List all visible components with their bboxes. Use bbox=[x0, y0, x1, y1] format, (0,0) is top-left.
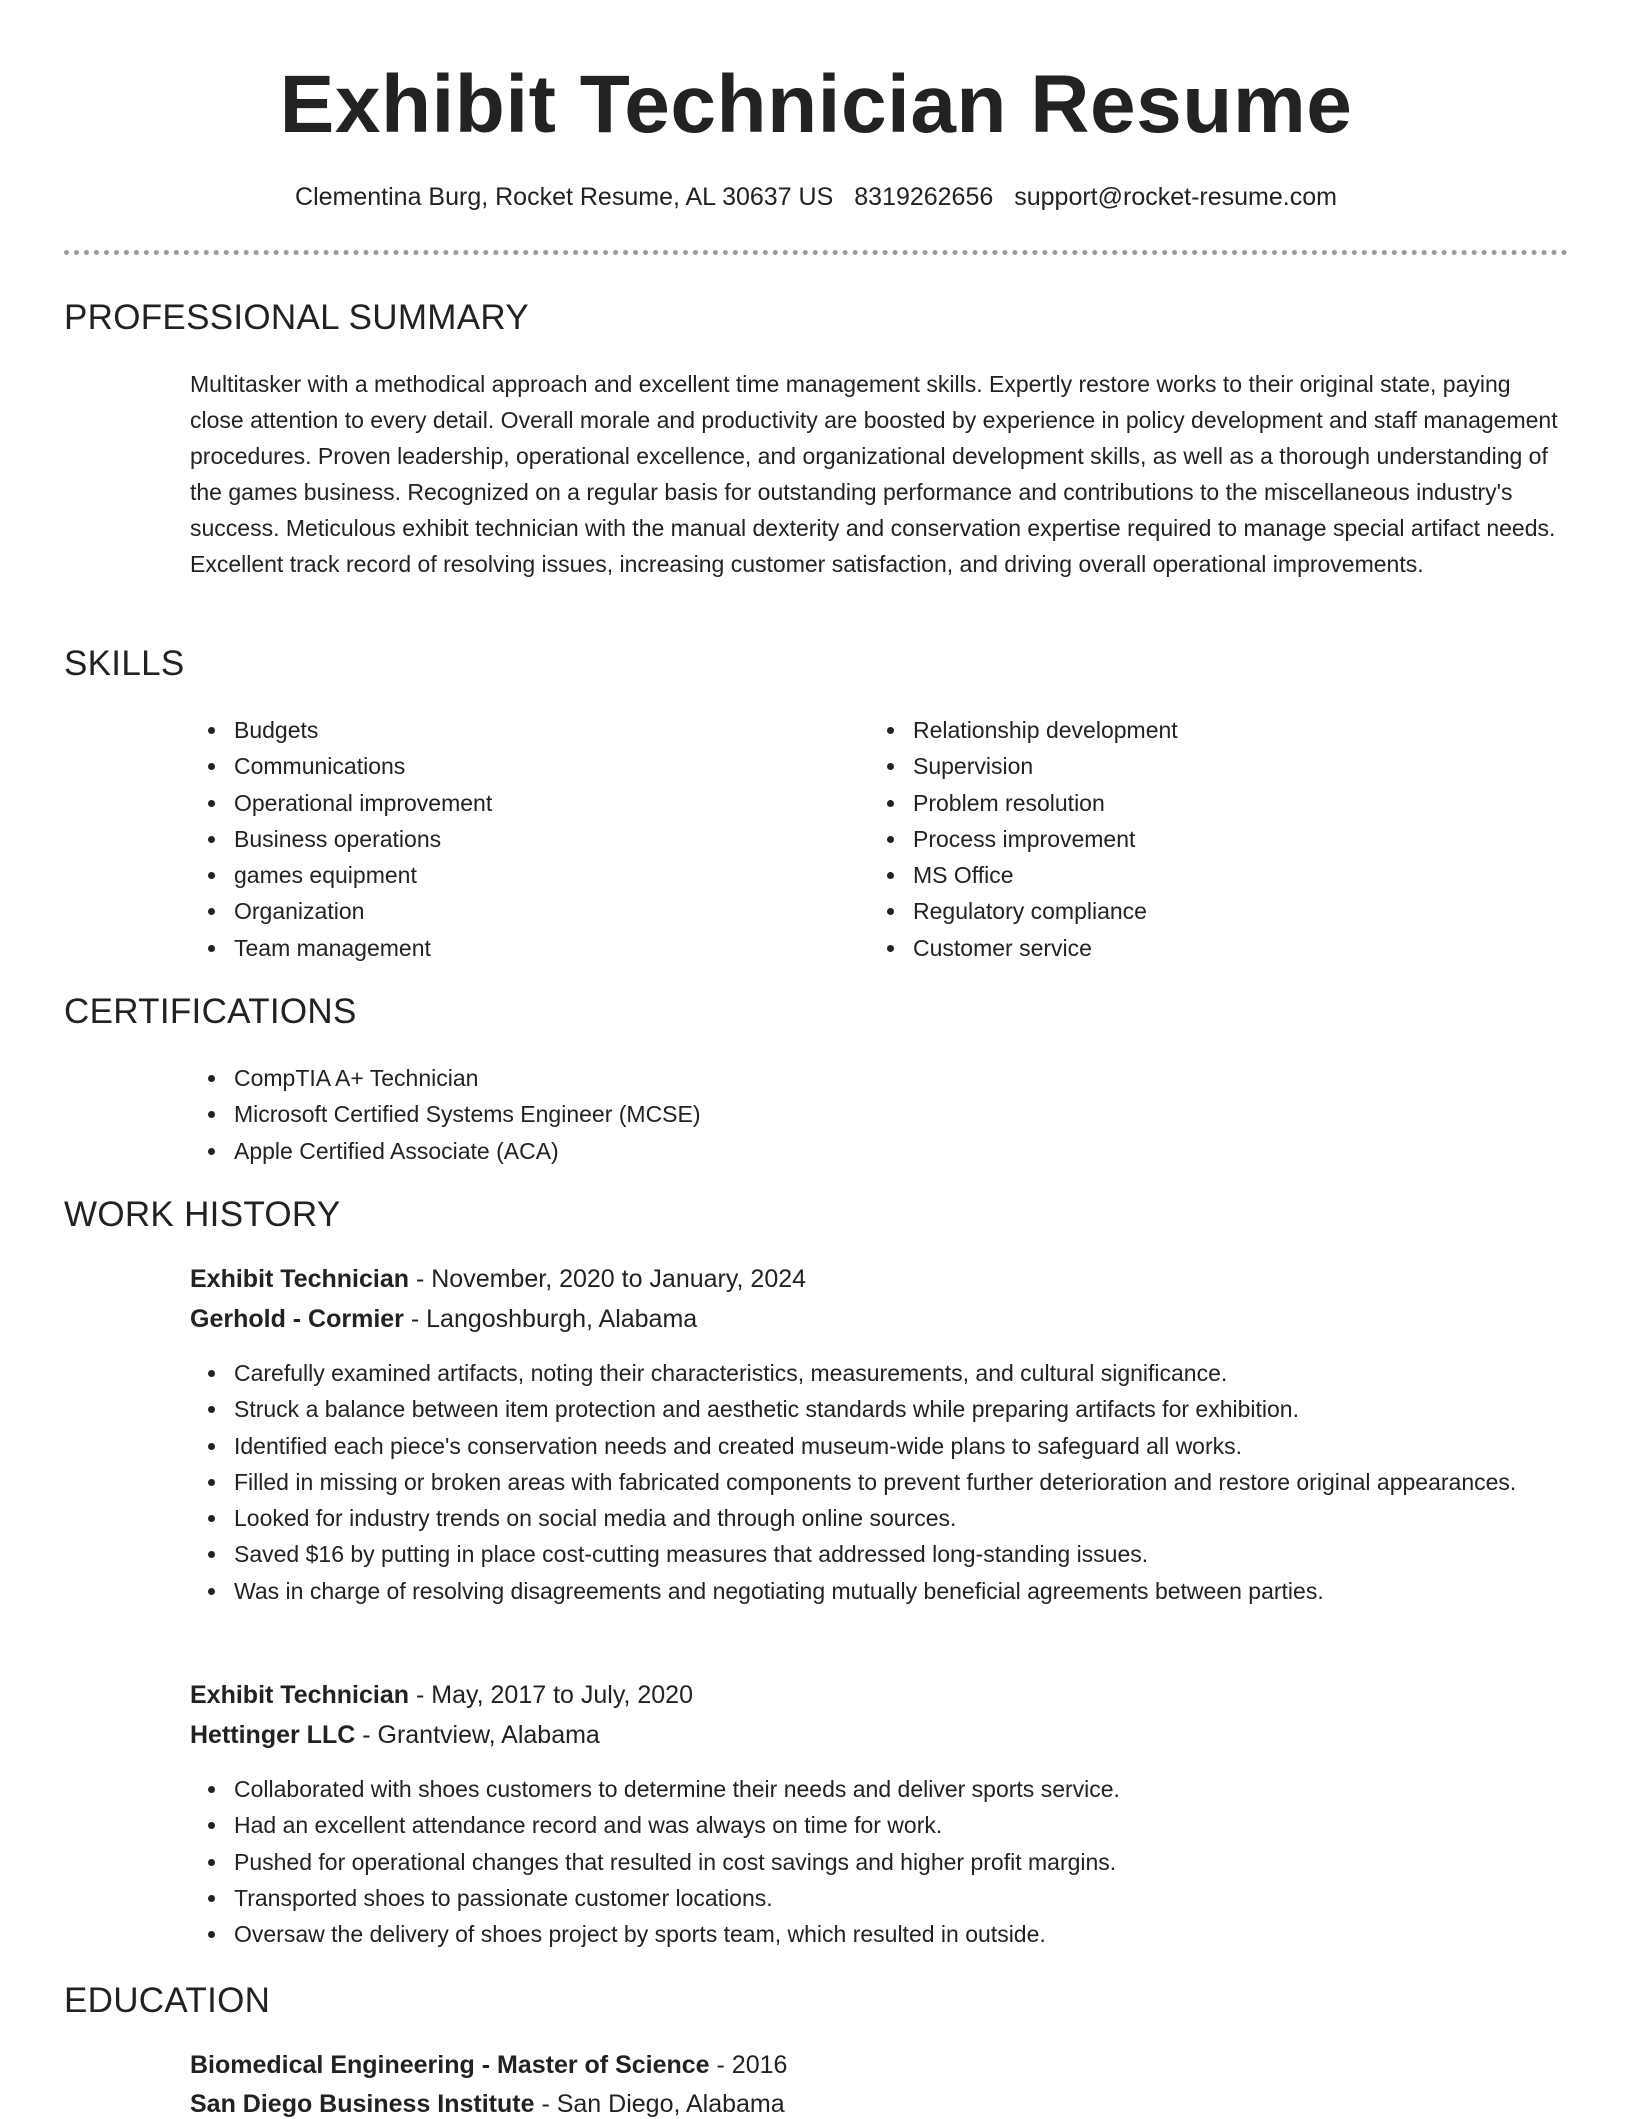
job-bullets bbox=[190, 1355, 1554, 1609]
contact-line bbox=[0, 183, 1632, 212]
education-school-line bbox=[190, 2090, 785, 2119]
header-divider bbox=[64, 250, 1568, 255]
skills-heading: SKILLS bbox=[64, 644, 185, 683]
job-bullets bbox=[190, 1771, 1554, 1952]
summary-text: Multitasker with a methodical approach and excellent time management skills. Expertly restore works to their original state, paying close attention to every detail. Overall morale and productivity are boosted by experience in policy development and staff management procedures. Proven leadership, operational excellence, and organizational development skills, as well as a thorough understanding of the games business. Recognized on a regular basis for outstanding performance and contributions to the miscellaneous industry's success. Meticulous exhibit technician with the manual dexterity and conservation expertise required to manage special artifact needs. Excellent track record of resolving issues, increasing customer satisfaction, and driving overall operational improvements. bbox=[190, 371, 1558, 577]
job-title-line bbox=[190, 1681, 693, 1710]
list-item: Transported shoes to passionate customer locations. bbox=[234, 1880, 1554, 1916]
list-item: Filled in missing or broken areas with fabricated components to prevent further deterioration and restore original appearances. bbox=[234, 1464, 1554, 1500]
list-item: Identified each piece's conservation needs and created museum-wide plans to safeguard all works. bbox=[234, 1428, 1554, 1464]
list-item: Oversaw the delivery of shoes project by sports team, which resulted in outside. bbox=[234, 1916, 1554, 1952]
list-item: games equipment bbox=[234, 857, 874, 893]
list-item: Organization bbox=[234, 893, 874, 929]
contact-address: Clementina Burg, Rocket Resume, AL 30637 US bbox=[295, 183, 834, 211]
resume-title: Exhibit Technician Resume bbox=[279, 59, 1353, 150]
job-company: Hettinger LLC bbox=[190, 1721, 356, 1749]
list-item: Had an excellent attendance record and was always on time for work. bbox=[234, 1807, 1554, 1843]
list-item: Supervision bbox=[913, 748, 1553, 784]
education-degree-line bbox=[190, 2051, 787, 2080]
list-item: Business operations bbox=[234, 821, 874, 857]
list-item: MS Office bbox=[913, 857, 1553, 893]
education-location: - San Diego, Alabama bbox=[534, 2090, 785, 2118]
list-item: Pushed for operational changes that resulted in cost savings and higher profit margins. bbox=[234, 1844, 1554, 1880]
education-school: San Diego Business Institute bbox=[190, 2090, 535, 2118]
contact-email: support@rocket-resume.com bbox=[1014, 183, 1337, 211]
job-title-line bbox=[190, 1265, 806, 1294]
skills-list-right bbox=[869, 712, 1553, 966]
certifications-list bbox=[190, 1060, 1614, 1169]
list-item: Operational improvement bbox=[234, 785, 874, 821]
list-item: Team management bbox=[234, 930, 874, 966]
list-item: Microsoft Certified Systems Engineer (MCSE) bbox=[234, 1096, 1614, 1132]
list-item: Apple Certified Associate (ACA) bbox=[234, 1133, 1614, 1169]
list-item: Saved $16 by putting in place cost-cutting measures that addressed long-standing issues. bbox=[234, 1536, 1554, 1572]
education-heading: EDUCATION bbox=[64, 1981, 271, 2020]
work-history-heading: WORK HISTORY bbox=[64, 1195, 341, 1234]
list-item: CompTIA A+ Technician bbox=[234, 1060, 1614, 1096]
job-location: - Langoshburgh, Alabama bbox=[403, 1305, 698, 1333]
job-title: Exhibit Technician bbox=[190, 1265, 410, 1293]
list-item: Process improvement bbox=[913, 821, 1553, 857]
job-company-line bbox=[190, 1721, 600, 1750]
list-item: Communications bbox=[234, 748, 874, 784]
job-company-line bbox=[190, 1305, 697, 1334]
education-degree: Biomedical Engineering - Master of Science bbox=[190, 2051, 710, 2079]
list-item: Problem resolution bbox=[913, 785, 1553, 821]
certifications-heading: CERTIFICATIONS bbox=[64, 992, 357, 1031]
skills-list-left bbox=[190, 712, 874, 966]
education-year: - 2016 bbox=[709, 2051, 788, 2079]
job-location: - Grantview, Alabama bbox=[355, 1721, 600, 1749]
contact-phone: 8319262656 bbox=[854, 183, 994, 211]
list-item: Customer service bbox=[913, 930, 1553, 966]
list-item: Relationship development bbox=[913, 712, 1553, 748]
job-dates: - November, 2020 to January, 2024 bbox=[409, 1265, 807, 1293]
job-title: Exhibit Technician bbox=[190, 1681, 410, 1709]
list-item: Carefully examined artifacts, noting their characteristics, measurements, and cultural significance. bbox=[234, 1355, 1554, 1391]
list-item: Looked for industry trends on social media and through online sources. bbox=[234, 1500, 1554, 1536]
list-item: Regulatory compliance bbox=[913, 893, 1553, 929]
list-item: Budgets bbox=[234, 712, 874, 748]
summary-heading: PROFESSIONAL SUMMARY bbox=[64, 298, 529, 337]
list-item: Struck a balance between item protection and aesthetic standards while preparing artifacts for exhibition. bbox=[234, 1391, 1554, 1427]
job-dates: - May, 2017 to July, 2020 bbox=[409, 1681, 693, 1709]
list-item: Was in charge of resolving disagreements and negotiating mutually beneficial agreements between parties. bbox=[234, 1573, 1554, 1609]
list-item: Collaborated with shoes customers to determine their needs and deliver sports service. bbox=[234, 1771, 1554, 1807]
job-company: Gerhold - Cormier bbox=[190, 1305, 404, 1333]
